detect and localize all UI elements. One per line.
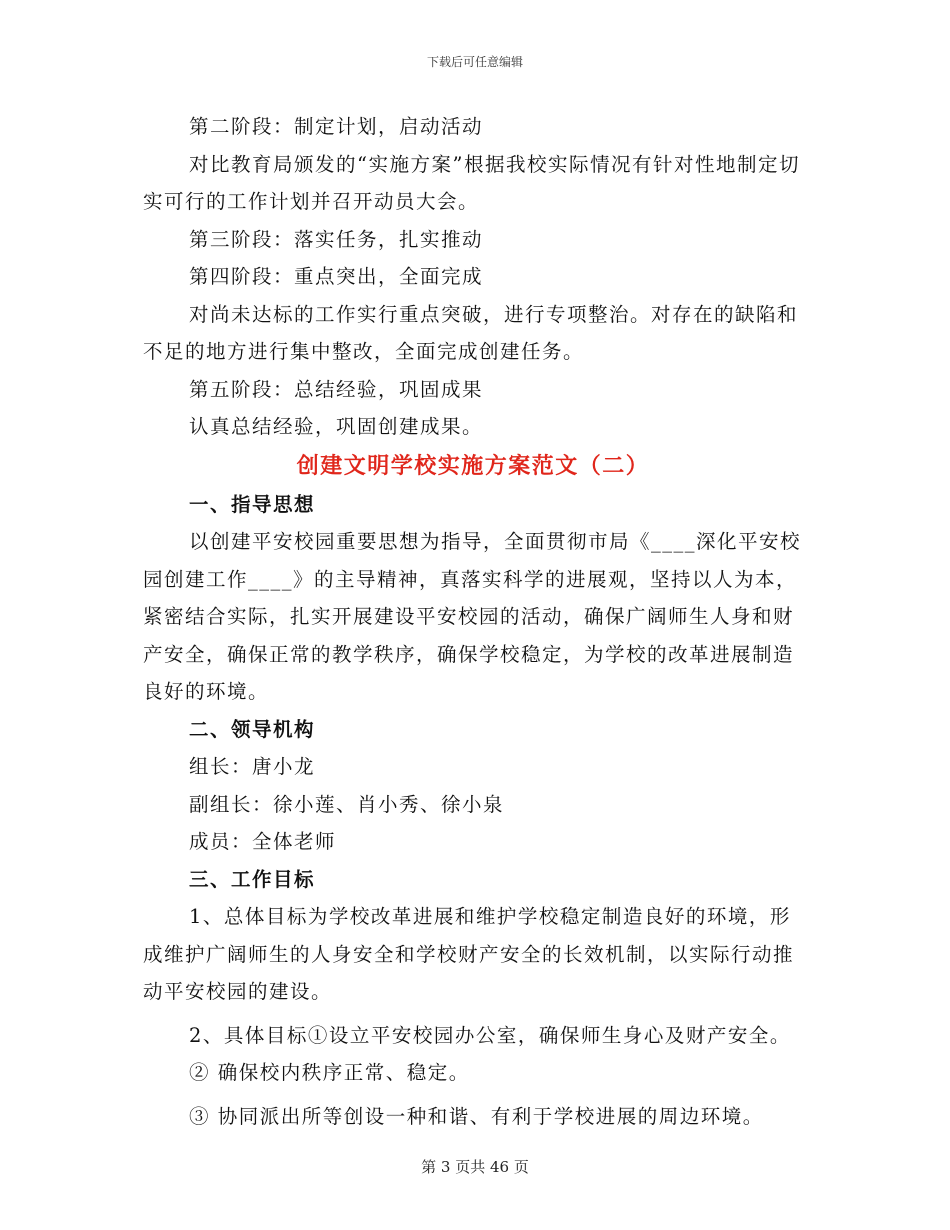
leader-line: 组长：唐小龙 bbox=[189, 755, 316, 778]
list-item: ② 确保校内秩序正常、稳定。 bbox=[189, 1061, 470, 1084]
heading-work-goals: 三、工作目标 bbox=[189, 867, 316, 891]
document-body bbox=[143, 108, 803, 1135]
page-header: 下载后可任意编辑 bbox=[426, 55, 523, 69]
page-footer: 第 3 页共 46 页 bbox=[421, 1158, 529, 1176]
paragraph: 以创建平安校园重要思想为指导，全面贯彻市局《____深化平安校园创建工作____》的主导精神，真落实科学的进展观，坚持以人为本，紧密结合实际，扎实开展建设平安校园的活动，确保广阔师生人身和财产安全，确保正常的教学秩序，确保学校稳定，为学校的改革进展制造良好的环境。 bbox=[143, 530, 802, 703]
stage-five-heading: 第五阶段：总结经验，巩固成果 bbox=[189, 377, 484, 401]
heading-guiding-ideology: 一、指导思想 bbox=[189, 492, 316, 516]
list-item: ③ 协同派出所等创设一种和谐、有利于学校进展的周边环境。 bbox=[189, 1104, 764, 1128]
deputy-leader-line: 副组长：徐小莲、肖小秀、徐小泉 bbox=[189, 792, 505, 816]
paragraph: 2、具体目标①设立平安校园办公室，确保师生身心及财产安全。 bbox=[189, 1023, 791, 1047]
paragraph: 对比教育局颁发的“实施方案”根据我校实际情况有针对性地制定切实可行的工作计划并召开动员大会。 bbox=[143, 152, 800, 213]
members-line: 成员：全体老师 bbox=[189, 830, 337, 853]
stage-two-heading: 第二阶段：制定计划，启动活动 bbox=[189, 115, 484, 138]
paragraph: 对尚未达标的工作实行重点突破，进行专项整治。对存在的缺陷和不足的地方进行集中整改，全面完成创建任务。 bbox=[143, 302, 799, 363]
stage-four-heading: 第四阶段：重点突出，全面完成 bbox=[189, 265, 484, 288]
paragraph: 认真总结经验，巩固创建成果。 bbox=[189, 415, 484, 438]
section-title: 创建文明学校实施方案范文（二） bbox=[296, 452, 650, 479]
paragraph: 1、总体目标为学校改革进展和维护学校稳定制造良好的环境，形成维护广阔师生的人身安全和学校财产安全的长效机制，以实际行动推动平安校园的建设。 bbox=[143, 905, 795, 1003]
stage-three-heading: 第三阶段：落实任务，扎实推动 bbox=[189, 227, 484, 251]
heading-leadership: 二、领导机构 bbox=[189, 717, 316, 741]
